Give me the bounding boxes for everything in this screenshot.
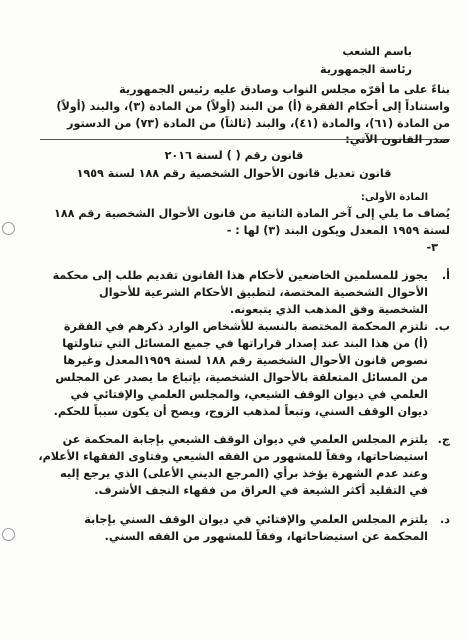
clause-c-line-3: وعند عدم الشهرة يؤخذ برأي (المرجع الديني الأعلى) الذي يرجع إليه xyxy=(60,467,428,480)
clause-b-line-3: نصوص قانون الأحوال الشخصية رقم ١٨٨ لسنة ١٩٥٩المعدل وغيرها xyxy=(63,354,428,367)
article-1-line-1: يُضاف ما يلي إلى آخر المادة الثانية من قانون الأحوال الشخصية رقم ١٨٨ xyxy=(54,207,450,220)
article-1-line-2: لسنة ١٩٥٩ المعدل ويكون البند (٣) لها : - xyxy=(226,224,450,237)
clause-c-line-2: استيضاحاتها، وفقاً للمشهور من الفقه الشيعي وفتاوى الفقهاء الأعلام، xyxy=(38,450,428,463)
header-line-1: باسم الشعب xyxy=(342,45,412,58)
preamble-line-4: صدر القانون الآتي: xyxy=(345,133,450,146)
header-line-2: رئاسة الجمهورية xyxy=(320,63,412,76)
law-amendment-title: قانون تعديل قانون الأحوال الشخصية رقم ١٨٨ لسنة ١٩٥٩ xyxy=(76,167,392,180)
clause-c-line-4: في التقليد أكثر الشيعة في العراق من فقهاء النجف الأشرف. xyxy=(94,484,428,497)
article-1-line-3: ٣- xyxy=(426,241,438,254)
preamble-line-1: بناءً على ما أقرّه مجلس النواب وصادق عليه رئيس الجمهورية xyxy=(119,83,450,96)
clause-a-line-1: يجوز للمسلمين الخاضعين لأحكام هذا القانون تقديم طلب إلى محكمة xyxy=(52,269,428,282)
clause-c-line-1: يلتزم المجلس العلمي في ديوان الوقف الشيعي بإجابة المحكمة عن xyxy=(62,433,428,446)
binder-hole-bottom xyxy=(2,528,15,541)
clause-b-marker: ب. xyxy=(434,320,450,333)
clause-b-line-1: تلتزم المحكمة المختصة بالنسبة للأشخاص الوارد ذكرهم في الفقرة xyxy=(63,320,428,333)
preamble-line-3: من المادة (٦١)، والمادة (٤١)، والبند (ثالثاً) من المادة (٧٣) من الدستور xyxy=(67,117,450,130)
article-1-heading: المادة الأولى: xyxy=(360,192,428,203)
clause-b-line-5: العلمي في ديوان الوقف الشيعي، والمجلس العلمي والإفتائي في xyxy=(70,388,428,401)
clause-a-line-2: الأحوال الشخصية المختصة، لتطبيق الأحكام الشرعية للأحوال xyxy=(99,286,428,299)
clause-a-line-3: الشخصية وفق المذهب الذي يتبعونه. xyxy=(229,303,428,316)
clause-a-marker: أ. xyxy=(441,269,450,282)
clause-d-marker: د. xyxy=(440,513,450,526)
clause-b-line-2: (أ) من هذا البند عند إصدار قراراتها في جميع المسائل التي تناولتها xyxy=(62,337,428,350)
clause-b-line-6: ديوان الوقف السني، وتبعاً لمذهب الزوج، ويصح أن يكون سبباً للحكم. xyxy=(53,405,428,418)
clause-b-line-4: من المسائل المتعلقة بالأحوال الشخصية، بإتباع ما يصدر عن المجلس xyxy=(55,371,428,384)
clause-d-line-1: يلتزم المجلس العلمي والإفتائي في ديوان الوقف السني بإجابة xyxy=(84,513,428,526)
clause-d-line-2: المحكمة عن استيضاحاتها، وفقاً للمشهور من الفقه السني. xyxy=(104,530,428,543)
preamble-line-2: واستناداً إلى أحكام الفقرة (أ) من البند (أولاً) من المادة (٣)، والبند (أولاً) xyxy=(56,100,450,113)
clause-c-marker: ج. xyxy=(437,433,450,446)
law-number-title: قانون رقم ( ) لسنة ٢٠١٦ xyxy=(164,149,304,162)
binder-hole-top xyxy=(2,222,15,235)
